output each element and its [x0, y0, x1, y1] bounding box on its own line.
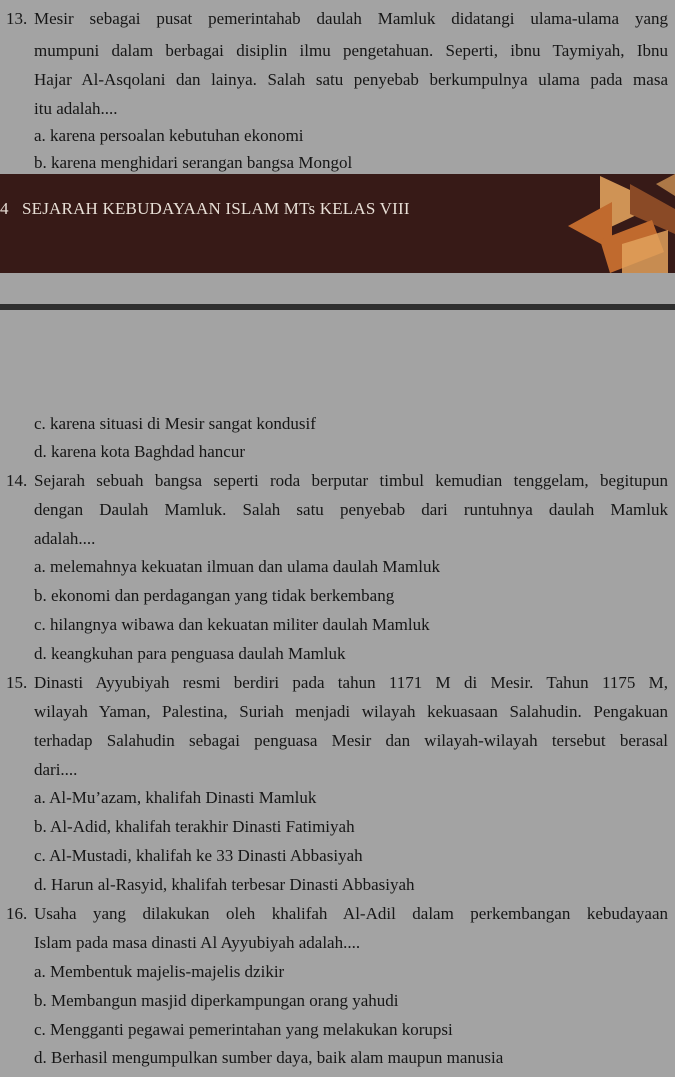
decorative-arrows-icon [560, 174, 675, 273]
answer-option[interactable]: a. Al-Mu’azam, khalifah Dinasti Mamluk [34, 788, 317, 807]
answer-option[interactable]: b. Al-Adid, khalifah terakhir Dinasti Fatimiyah [34, 817, 355, 836]
question-text-line: Dinasti Ayyubiyah resmi berdiri pada tahun 1171 M di Mesir. Tahun 1175 M, [34, 673, 668, 692]
question-text-line: Usaha yang dilakukan oleh khalifah Al-Adil dalam perkembangan kebudayaan [34, 904, 668, 923]
question-text-line: adalah.... [34, 529, 96, 548]
question-text-line: dari.... [34, 760, 78, 779]
answer-option[interactable]: d. Harun al-Rasyid, khalifah terbesar Dinasti Abbasiyah [34, 875, 415, 894]
answer-option[interactable]: c. hilangnya wibawa dan kekuatan militer daulah Mamluk [34, 615, 430, 634]
question-text-line: Mesir sebagai pusat pemerintahab daulah Mamluk didatangi ulama-ulama yang [34, 9, 668, 28]
question-text-line: dengan Daulah Mamluk. Salah satu penyebab dari runtuhnya daulah Mamluk [34, 500, 668, 519]
answer-option[interactable]: d. karena kota Baghdad hancur [34, 442, 245, 461]
answer-option[interactable]: b. Membangun masjid diperkampungan orang yahudi [34, 991, 399, 1010]
question-text-line: Sejarah sebuah bangsa seperti roda berputar timbul kemudian tenggelam, begitupun [34, 471, 668, 490]
section-divider [0, 304, 675, 310]
page-header-banner [0, 174, 675, 273]
question-number: 15. [6, 673, 28, 692]
page-number: 4 [0, 199, 9, 218]
answer-option[interactable]: c. karena situasi di Mesir sangat kondusif [34, 414, 316, 433]
answer-option[interactable]: a. melemahnya kekuatan ilmuan dan ulama daulah Mamluk [34, 557, 440, 576]
question-text-line: Hajar Al-Asqolani dan lainya. Salah satu penyebab berkumpulnya ulama pada masa [34, 70, 668, 89]
question-text-line: Islam pada masa dinasti Al Ayyubiyah adalah.... [34, 933, 361, 952]
question-number: 13. [6, 9, 28, 28]
question-text-line: wilayah Yaman, Palestina, Suriah menjadi wilayah kekuasaan Salahudin. Pengakuan [34, 702, 668, 721]
answer-option[interactable]: c. Mengganti pegawai pemerintahan yang melakukan korupsi [34, 1020, 453, 1039]
question-text-line: terhadap Salahudin sebagai penguasa Mesir dan wilayah-wilayah tersebut berasal [34, 731, 668, 750]
answer-option[interactable]: d. Berhasil mengumpulkan sumber daya, baik alam maupun manusia [34, 1048, 504, 1067]
answer-option[interactable]: b. karena menghidari serangan bangsa Mongol [34, 153, 353, 172]
question-number: 16. [6, 904, 28, 923]
question-text-line: itu adalah.... [34, 99, 118, 118]
question-number: 14. [6, 471, 28, 490]
answer-option[interactable]: a. karena persoalan kebutuhan ekonomi [34, 126, 304, 145]
answer-option[interactable]: b. ekonomi dan perdagangan yang tidak berkembang [34, 586, 395, 605]
question-text-line: mumpuni dalam berbagai disiplin ilmu pengetahuan. Seperti, ibnu Taymiyah, Ibnu [34, 41, 668, 60]
answer-option[interactable]: a. Membentuk majelis-majelis dzikir [34, 962, 285, 981]
answer-option[interactable]: c. Al-Mustadi, khalifah ke 33 Dinasti Abbasiyah [34, 846, 363, 865]
book-title: SEJARAH KEBUDAYAAN ISLAM MTs KELAS VIII [22, 199, 410, 218]
answer-option[interactable]: d. keangkuhan para penguasa daulah Mamluk [34, 644, 346, 663]
